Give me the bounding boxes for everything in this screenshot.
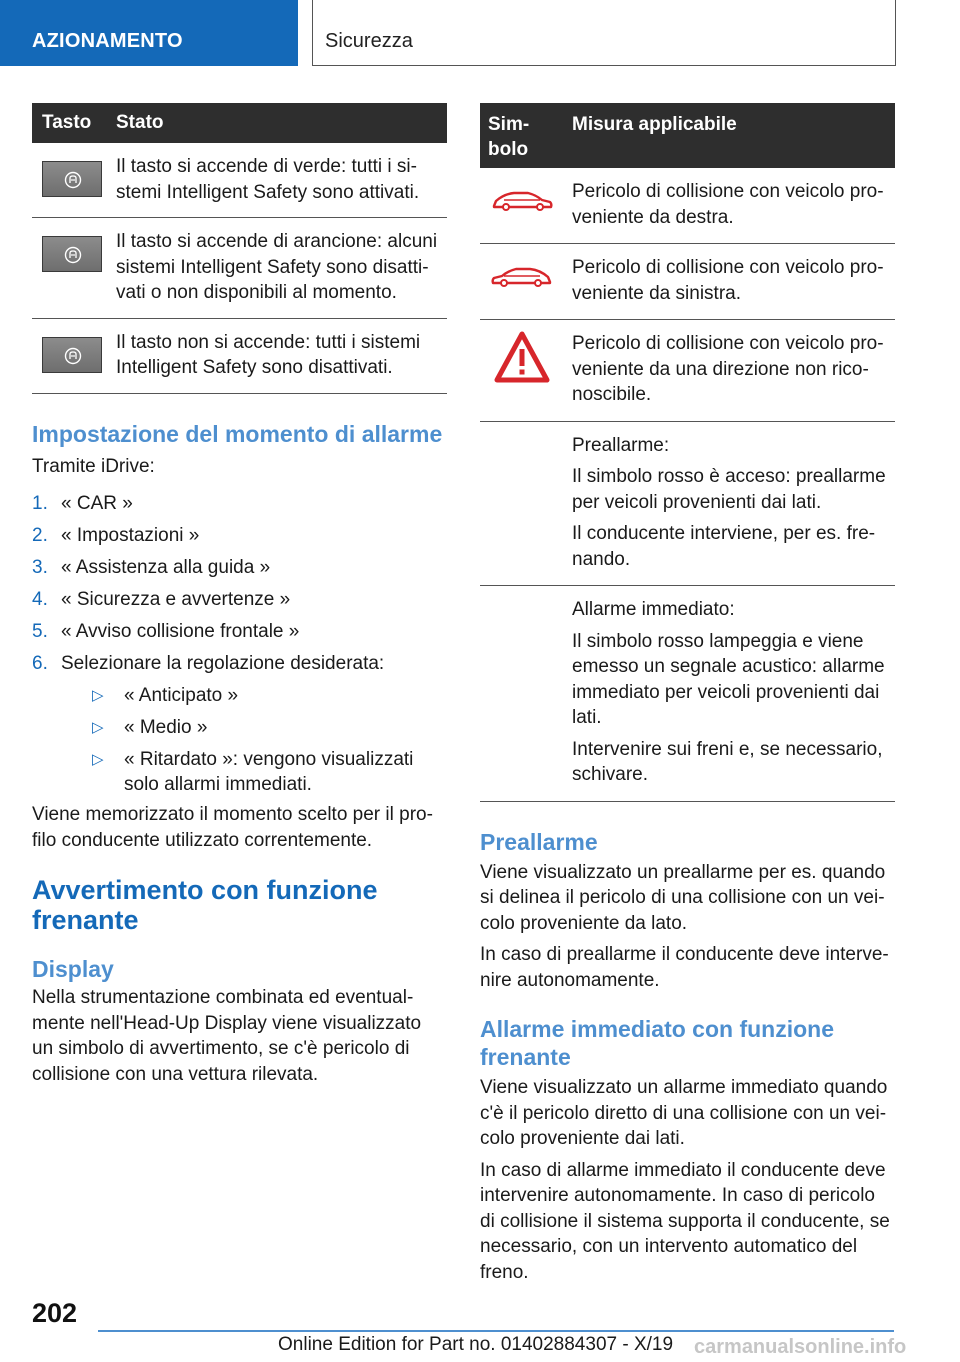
warning-triangle-icon xyxy=(480,328,564,388)
status-text: Il tasto non si accende: tutti i sistemi Intelligent Safety sono disattivati. xyxy=(106,318,447,393)
display-text: Nella strumentazione combinata ed eventualmente nell'Head-Up Display viene visualizzato un simbolo di avvertimento, se c'è pericolo di collisione con una vettura rilevata. xyxy=(32,987,422,1085)
chapter-tab xyxy=(312,0,896,66)
intelligent-safety-button-icon xyxy=(42,337,102,373)
setting-steps xyxy=(32,491,447,798)
chapter-title: Sicurezza xyxy=(325,30,413,52)
table-row xyxy=(480,168,895,244)
setting-note: Viene memorizzato il momento scelto per il profilo conducente utilizzato correntemente. xyxy=(32,804,433,851)
measure-text: Pericolo di collisione con veicolo proveniente da una direzione non riconoscibile. xyxy=(564,320,895,422)
triangle-bullet-icon: ▷ xyxy=(92,718,104,736)
immediate-text: In caso di allarme immediato il conducente deve intervenire autonomamente. In caso di pericolo di collisione il sistema supporta il conducente, se necessario, con un intervento automatico del freno. xyxy=(480,1159,890,1283)
key-column-header: Tasto xyxy=(32,103,106,143)
triangle-bullet-icon: ▷ xyxy=(92,686,104,704)
setting-heading: Impostazione del momento di allarme xyxy=(32,420,443,447)
table-row xyxy=(32,318,447,393)
triangle-bullet-icon: ▷ xyxy=(92,750,104,768)
list-item: 5. « Avviso collisione frontale » xyxy=(32,621,300,642)
list-item: ▷ « Ritardato »: vengono visualizzati solo allarmi immediati. xyxy=(92,748,414,795)
measure-text: Pericolo di collisione con veicolo proveniente da destra. xyxy=(564,168,895,244)
status-text: Il tasto si accende di verde: tutti i sistemi Intelligent Safety sono attivati. xyxy=(106,143,447,218)
prealarm-text: Viene visualizzato un preallarme per es. quando si delinea il pericolo di una collisione con un veicolo proveniente da lato. xyxy=(480,861,886,934)
list-item: 2. « Impostazioni » xyxy=(32,525,200,546)
option-list xyxy=(61,683,447,798)
measure-column-header: Misura applicabile xyxy=(564,103,895,168)
list-item: ▷ « Medio » xyxy=(61,715,447,741)
setting-intro: Tramite iDrive: xyxy=(32,455,155,477)
table-row xyxy=(480,244,895,320)
intelligent-safety-button-icon xyxy=(42,236,102,272)
immediate-text: Viene visualizzato un allarme immediato quando c'è il pericolo diretto di una collisione con un veicolo proveniente dai lati. xyxy=(480,1077,888,1149)
car-right-icon xyxy=(480,180,564,220)
prealarm-heading: Preallarme xyxy=(480,828,598,855)
list-item: 3. « Assistenza alla guida » xyxy=(32,557,271,578)
list-item: ▷ « Anticipato » xyxy=(61,683,447,709)
symbol-table xyxy=(480,103,895,802)
section-title: AZIONAMENTO xyxy=(32,30,183,52)
status-text: Il tasto si accende di arancione: alcuni sistemi Intelligent Safety sono disattivati o non disponibili al momento. xyxy=(106,218,447,319)
measure-text: Preallarme: Il simbolo rosso è acceso: preallarme per veicoli provenienti dai lati. Il conducente interviene, per es. frenando. xyxy=(564,421,895,586)
table-row xyxy=(480,320,895,422)
left-column xyxy=(32,103,447,1087)
status-column-header: Stato xyxy=(106,103,447,143)
measure-text: Pericolo di collisione con veicolo proveniente da sinistra. xyxy=(564,244,895,320)
display-heading: Display xyxy=(32,956,114,982)
list-item: 1. « CAR » xyxy=(32,493,133,514)
edition-text: Online Edition for Part no. 01402884307 - X/19 xyxy=(278,1334,674,1355)
footer-divider xyxy=(98,1330,894,1332)
immediate-heading: Allarme immediato con funzione frenante xyxy=(480,1016,834,1070)
list-item: 4. « Sicurezza e avvertenze » xyxy=(32,589,291,610)
measure-text: Allarme immediato: Il simbolo rosso lampeggia e viene emesso un segnale acustico: allarme immediato per veicoli provenienti dai lati. Intervenire sui freni e, se necessario, schivare. xyxy=(564,586,895,802)
warning-brake-heading: Avvertimento con funzione frenante xyxy=(32,875,378,935)
table-row xyxy=(32,143,447,218)
list-item: 6. Selezionare la regolazione desiderata: ▷ « Anticipato » ▷ « Medio » ▷ « Ritardato »: vengono visualizzati solo allarmi immediati. xyxy=(32,651,447,798)
table-row xyxy=(480,586,895,802)
intelligent-safety-button-icon xyxy=(42,161,102,197)
right-column xyxy=(480,103,895,1285)
watermark-text: carmanualsonline.info xyxy=(694,1336,907,1358)
section-tab xyxy=(0,0,298,66)
prealarm-text: In caso di preallarme il conducente deve intervenire autonomamente. xyxy=(480,944,889,991)
table-row xyxy=(32,218,447,319)
car-left-icon xyxy=(480,256,564,296)
page-number: 202 xyxy=(32,1298,78,1328)
table-row xyxy=(480,421,895,586)
symbol-column-header: Simbolo xyxy=(480,103,564,168)
key-status-table xyxy=(32,103,447,394)
